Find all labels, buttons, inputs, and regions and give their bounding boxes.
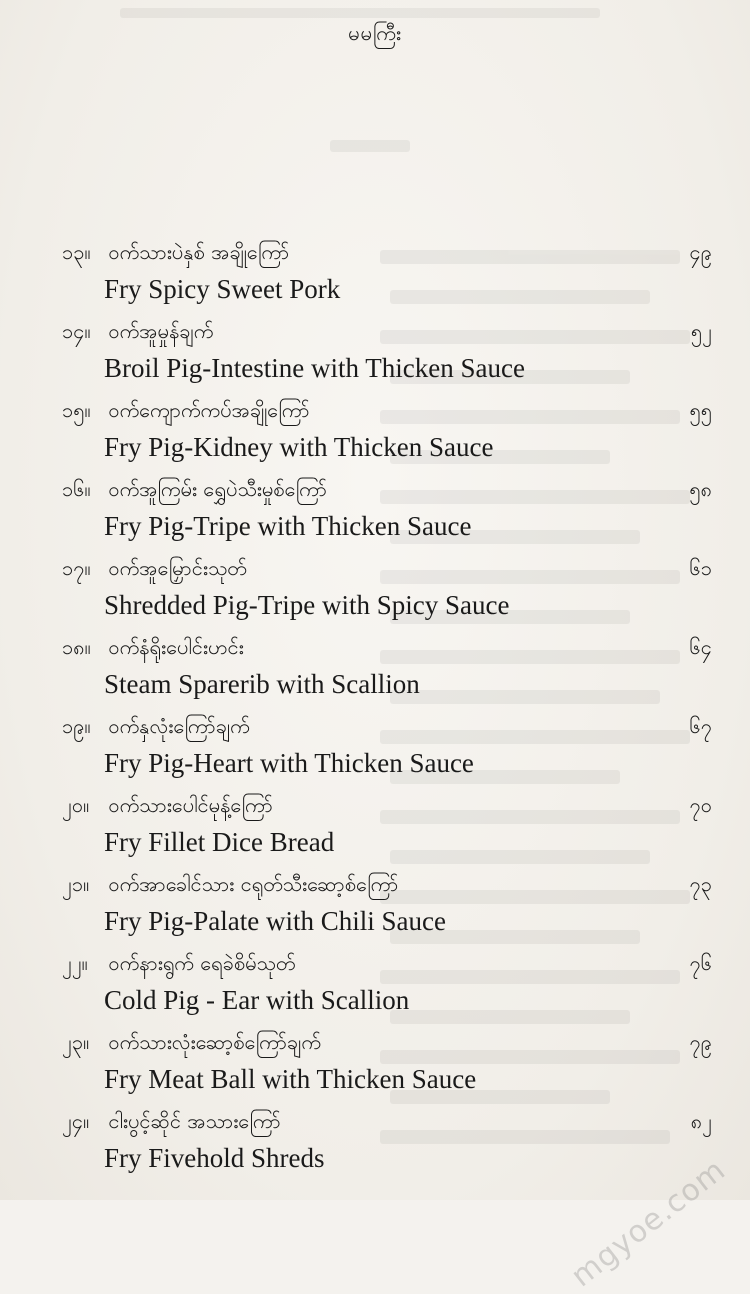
entry-title-english: Fry Pig-Palate with Chili Sauce bbox=[104, 906, 446, 936]
toc-entry-burmese bbox=[62, 630, 244, 664]
entry-page-number: ၇၆ bbox=[689, 951, 712, 975]
entry-page-number: ၆၁ bbox=[689, 556, 712, 580]
toc-entry[interactable] bbox=[62, 235, 712, 314]
entry-title-burmese: ဝက်ကျောက်ကပ်အချိုကြော် bbox=[108, 398, 310, 422]
entry-title-english: Fry Fillet Dice Bread bbox=[104, 827, 335, 857]
toc-entry[interactable] bbox=[62, 630, 712, 709]
toc-entry-burmese bbox=[62, 1025, 321, 1059]
entry-title-burmese: ဝက်နံရိုးပေါင်းဟင်း bbox=[108, 635, 244, 659]
toc-entry[interactable] bbox=[62, 1025, 712, 1104]
entry-number: ၂၀။ bbox=[62, 793, 90, 817]
entry-page-number: ၇၉ bbox=[689, 1030, 712, 1054]
toc-entry[interactable] bbox=[62, 1104, 712, 1183]
entry-page-number: ၆၇ bbox=[689, 714, 712, 738]
entry-number: ၁၃။ bbox=[62, 240, 91, 264]
entry-title-english: Steam Sparerib with Scallion bbox=[104, 669, 420, 699]
entry-title-english: Fry Fivehold Shreds bbox=[104, 1143, 325, 1173]
toc-entry[interactable] bbox=[62, 472, 712, 551]
toc-entry-burmese bbox=[62, 709, 250, 743]
toc-entry[interactable] bbox=[62, 946, 712, 1025]
running-header: မမကြီး bbox=[348, 21, 402, 45]
entry-title-burmese: ငါးပွင့်ဆိုင် အသားကြော် bbox=[108, 1109, 281, 1133]
entry-page-number: ၅၈ bbox=[689, 477, 712, 501]
entry-title-english: Fry Spicy Sweet Pork bbox=[104, 274, 341, 304]
entry-page-number: ၇၃ bbox=[689, 872, 712, 896]
entry-page-number: ၇၀ bbox=[689, 793, 712, 817]
entry-number: ၂၂။ bbox=[62, 951, 88, 975]
entry-page-number: ၅၂ bbox=[690, 319, 712, 343]
entry-page-number: ၆၄ bbox=[689, 635, 712, 659]
entry-title-english: Fry Meat Ball with Thicken Sauce bbox=[104, 1064, 477, 1094]
table-of-contents bbox=[62, 235, 712, 1183]
toc-entry[interactable] bbox=[62, 551, 712, 630]
entry-title-burmese: ဝက်အာခေါင်သား ငရုတ်သီးဆော့စ်ကြော် bbox=[108, 872, 399, 896]
toc-entry[interactable] bbox=[62, 393, 712, 472]
entry-title-burmese: ဝက်အူမြှောင်းသုတ် bbox=[108, 556, 247, 580]
entry-number: ၁၉။ bbox=[62, 714, 91, 738]
toc-entry-burmese bbox=[62, 867, 398, 901]
entry-number: ၁၅။ bbox=[62, 398, 91, 422]
toc-entry[interactable] bbox=[62, 788, 712, 867]
toc-entry-burmese bbox=[62, 1104, 281, 1138]
entry-title-english: Cold Pig - Ear with Scallion bbox=[104, 985, 410, 1015]
entry-page-number: ၅၅ bbox=[689, 398, 712, 422]
entry-title-burmese: ဝက်နားရွက် ရေခဲစိမ်သုတ် bbox=[108, 951, 296, 975]
entry-title-burmese: ဝက်သားပဲနှစ် အချိုကြော် bbox=[108, 240, 290, 264]
entry-number: ၁၆။ bbox=[62, 477, 91, 501]
watermark: mgyoe.com bbox=[564, 1152, 732, 1294]
toc-entry[interactable] bbox=[62, 867, 712, 946]
entry-number: ၁၄။ bbox=[62, 319, 91, 343]
toc-entry-burmese bbox=[62, 472, 327, 506]
toc-entry-burmese bbox=[62, 314, 213, 348]
toc-entry-burmese bbox=[62, 551, 247, 585]
entry-number: ၂၃။ bbox=[62, 1030, 90, 1054]
entry-number: ၁၇။ bbox=[62, 556, 91, 580]
toc-entry-burmese bbox=[62, 235, 289, 269]
entry-page-number: ၈၂ bbox=[690, 1109, 712, 1133]
toc-entry[interactable] bbox=[62, 709, 712, 788]
entry-title-english: Broil Pig-Intestine with Thicken Sauce bbox=[104, 353, 525, 383]
entry-page-number: ၄၉ bbox=[689, 240, 712, 264]
entry-title-burmese: ဝက်သားပေါင်မုန့်ကြော် bbox=[108, 793, 273, 817]
toc-entry[interactable] bbox=[62, 314, 712, 393]
entry-title-burmese: ဝက်အူမှုန်ချက် bbox=[108, 319, 214, 343]
toc-entry-burmese bbox=[62, 393, 310, 427]
entry-number: ၂၄။ bbox=[62, 1109, 90, 1133]
entry-number: ၂၁။ bbox=[62, 872, 90, 896]
toc-entry-burmese bbox=[62, 788, 273, 822]
entry-title-english: Fry Pig-Heart with Thicken Sauce bbox=[104, 748, 474, 778]
entry-number: ၁၈။ bbox=[62, 635, 91, 659]
entry-title-burmese: ဝက်နှလုံးကြော်ချက် bbox=[108, 714, 250, 738]
toc-entry-burmese bbox=[62, 946, 295, 980]
entry-title-english: Shredded Pig-Tripe with Spicy Sauce bbox=[104, 590, 510, 620]
entry-title-burmese: ဝက်အူကြမ်း ရွှေပဲသီးမှုစ်ကြော် bbox=[108, 477, 327, 501]
entry-title-english: Fry Pig-Tripe with Thicken Sauce bbox=[104, 511, 472, 541]
entry-title-english: Fry Pig-Kidney with Thicken Sauce bbox=[104, 432, 494, 462]
entry-title-burmese: ဝက်သားလုံးဆော့စ်ကြော်ချက် bbox=[108, 1030, 321, 1054]
